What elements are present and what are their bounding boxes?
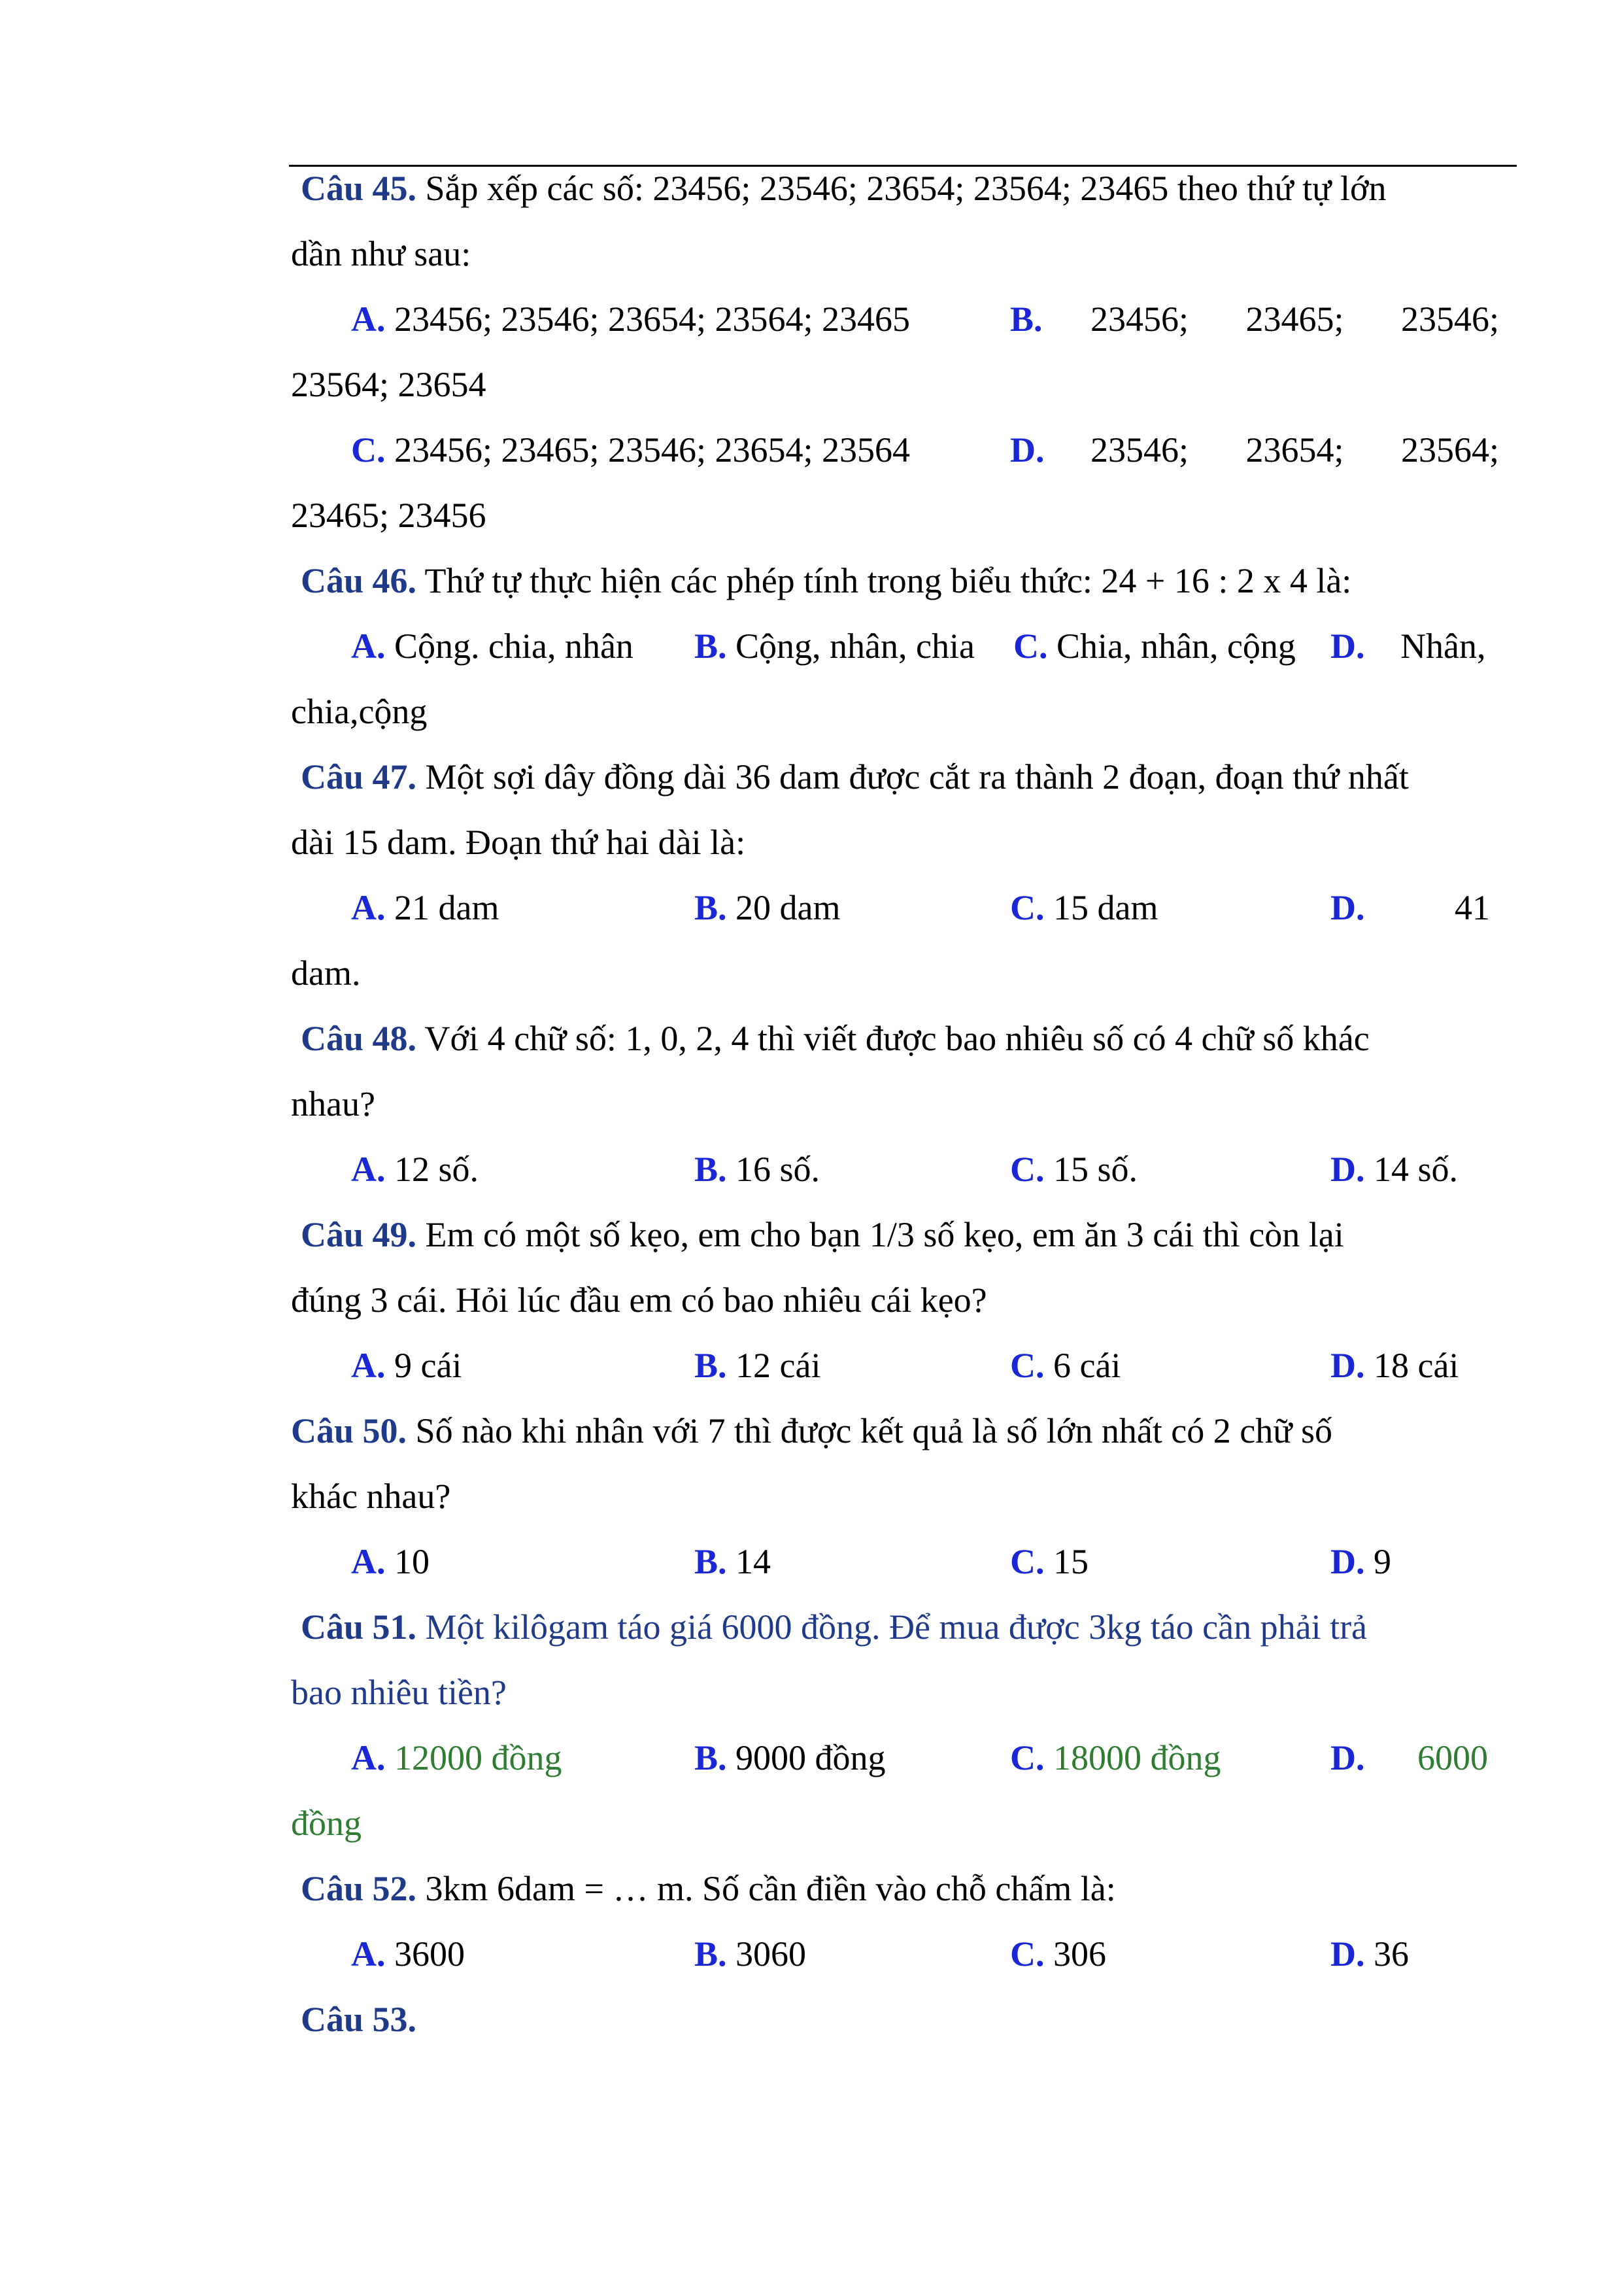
question-45-option-d-label <box>1010 430 1045 470</box>
question-48-text: Với 4 chữ số: 1, 0, 2, 4 thì viết được bao nhiêu số có 4 chữ số khác <box>416 1019 1370 1058</box>
question-47-option-d <box>1455 888 1490 927</box>
option-c-label: C. <box>1010 1542 1045 1581</box>
option-b-label: B. <box>1010 300 1043 339</box>
question-47-line-2 <box>291 823 1513 862</box>
question-49-option-b <box>694 1346 820 1385</box>
question-50-option-c <box>1010 1542 1089 1581</box>
question-45-label: Câu 45. <box>301 169 417 208</box>
question-47-text: Một sợi dây đồng dài 36 dam được cắt ra thành 2 đoạn, đoạn thứ nhất <box>416 757 1409 797</box>
question-50-option-d <box>1330 1542 1391 1581</box>
option-d-part: 23564; <box>1400 430 1499 470</box>
option-c-label: C. <box>1010 1934 1045 1974</box>
question-49-line-1 <box>301 1215 1523 1254</box>
question-45-line-1 <box>301 169 1523 208</box>
option-a-text: 12000 đồng <box>385 1738 562 1777</box>
question-50-line-2 <box>291 1477 1513 1516</box>
option-b-part: 23465; <box>1245 300 1344 339</box>
question-47-label: Câu 47. <box>301 757 417 797</box>
option-b-text: 16 số. <box>726 1150 820 1189</box>
option-b-label: B. <box>694 626 727 666</box>
option-b-part: 23456; <box>1090 300 1189 339</box>
question-53-label: Câu 53. <box>301 2000 417 2039</box>
question-52-label: Câu 52. <box>301 1869 417 1908</box>
option-a-label: A. <box>351 1542 386 1581</box>
question-48-text-cont: nhau? <box>291 1084 375 1123</box>
option-b-label: B. <box>694 1738 727 1777</box>
question-50-text: Số nào khi nhân với 7 thì được kết quả là số lớn nhất có 2 chữ số <box>407 1411 1333 1450</box>
question-45-option-b <box>1090 300 1499 339</box>
option-c-text: Chia, nhân, cộng <box>1047 626 1296 666</box>
option-d-label: D. <box>1330 1738 1365 1777</box>
question-51-label: Câu 51. <box>301 1607 417 1647</box>
question-49-option-c <box>1010 1346 1121 1385</box>
question-46-line-1 <box>301 561 1523 600</box>
question-52-option-a <box>351 1934 465 1974</box>
option-b-text: 12 cái <box>726 1346 821 1385</box>
question-50-label: Câu 50. <box>291 1411 407 1450</box>
question-49-text-cont: đúng 3 cái. Hỏi lúc đầu em có bao nhiêu cái kẹo? <box>291 1280 987 1320</box>
option-b-label: B. <box>694 1542 727 1581</box>
option-c-text: 6 cái <box>1044 1346 1121 1385</box>
question-51-text: Một kilôgam táo giá 6000 đồng. Để mua được 3kg táo cần phải trả <box>416 1607 1368 1647</box>
option-d-label: D. <box>1010 430 1045 470</box>
option-c-text: 23456; 23465; 23546; 23654; 23564 <box>385 430 911 470</box>
option-c-text: 18000 đồng <box>1044 1738 1221 1777</box>
option-a-label: A. <box>351 1150 386 1189</box>
question-46-option-d <box>1400 626 1485 666</box>
question-49-text: Em có một số kẹo, em cho bạn 1/3 số kẹo, em ăn 3 cái thì còn lại <box>416 1215 1344 1254</box>
question-45-option-d <box>1090 430 1499 470</box>
question-48-option-c <box>1010 1150 1138 1189</box>
question-48-option-b <box>694 1150 820 1189</box>
question-52-text: 3km 6dam = … m. Số cần điền vào chỗ chấm là: <box>416 1869 1116 1908</box>
question-45-option-a <box>351 300 910 339</box>
question-51-option-c <box>1010 1738 1221 1777</box>
option-d-label: D. <box>1330 1150 1365 1189</box>
question-48-line-2 <box>291 1084 1513 1123</box>
option-d-text: 36 <box>1364 1934 1409 1974</box>
option-c-label: C. <box>1010 1150 1045 1189</box>
question-47-option-b <box>694 888 841 927</box>
question-52-option-c <box>1010 1934 1106 1974</box>
option-d-text-cont: đồng <box>291 1804 362 1843</box>
question-46-option-c <box>1013 626 1296 666</box>
option-c-text: 15 <box>1044 1542 1089 1581</box>
question-46-option-b <box>694 626 975 666</box>
question-47-line-1 <box>301 757 1523 797</box>
option-a-label: A. <box>351 1738 386 1777</box>
option-d-label: D. <box>1330 1542 1365 1581</box>
option-c-label: C. <box>1013 626 1048 666</box>
option-b-label: B. <box>694 888 727 927</box>
option-a-text: 9 cái <box>385 1346 462 1385</box>
question-48-option-d <box>1330 1150 1458 1189</box>
option-d-text-cont: dam. <box>291 953 361 993</box>
option-a-label: A. <box>351 1934 386 1974</box>
option-c-label: C. <box>1010 1346 1045 1385</box>
question-45-line-2 <box>291 234 1513 273</box>
option-a-text: Cộng. chia, nhân <box>385 626 634 666</box>
option-c-label: C. <box>1010 888 1045 927</box>
question-52-line-1 <box>301 1869 1523 1908</box>
option-b-part: 23546; <box>1400 300 1499 339</box>
option-d-label: D. <box>1330 1346 1365 1385</box>
question-49-label: Câu 49. <box>301 1215 417 1254</box>
question-51-text-cont: bao nhiêu tiền? <box>291 1673 507 1712</box>
question-45-text: Sắp xếp các số: 23456; 23546; 23654; 23564; 23465 theo thứ tự lớn <box>416 169 1387 208</box>
question-51-option-d-cont <box>291 1804 1513 1843</box>
option-b-label: B. <box>694 1346 727 1385</box>
question-46-label: Câu 46. <box>301 561 417 600</box>
question-46-option-d-label <box>1330 626 1365 666</box>
question-51-option-d-label <box>1330 1738 1365 1777</box>
option-b-text: 20 dam <box>726 888 841 927</box>
option-b-text: 9000 đồng <box>726 1738 886 1777</box>
question-49-option-d <box>1330 1346 1459 1385</box>
question-50-text-cont: khác nhau? <box>291 1477 451 1516</box>
option-c-text: 15 số. <box>1044 1150 1138 1189</box>
question-45-option-d-cont <box>291 496 1513 535</box>
question-51-option-d <box>1417 1738 1488 1777</box>
option-d-text: Nhân, <box>1400 626 1486 666</box>
option-b-text: 3060 <box>726 1934 807 1974</box>
question-47-option-d-label <box>1330 888 1365 927</box>
question-52-option-d <box>1330 1934 1409 1974</box>
header-rule <box>289 165 1517 167</box>
option-c-label: C. <box>351 430 386 470</box>
option-a-text: 10 <box>385 1542 430 1581</box>
option-a-label: A. <box>351 888 386 927</box>
question-47-option-c <box>1010 888 1158 927</box>
question-51-option-a <box>351 1738 562 1777</box>
option-d-text: 14 số. <box>1364 1150 1459 1189</box>
option-d-part: 23546; <box>1090 430 1189 470</box>
option-a-label: A. <box>351 300 386 339</box>
question-45-text-cont: dần như sau: <box>291 234 471 273</box>
option-d-part: 23654; <box>1245 430 1344 470</box>
question-47-text-cont: dài 15 dam. Đoạn thứ hai dài là: <box>291 823 746 862</box>
question-51-line-1 <box>301 1607 1523 1647</box>
option-b-label: B. <box>694 1934 727 1974</box>
question-48-label: Câu 48. <box>301 1019 417 1058</box>
option-c-label: C. <box>1010 1738 1045 1777</box>
question-52-option-b <box>694 1934 806 1974</box>
option-a-text: 12 số. <box>385 1150 479 1189</box>
question-48-option-a <box>351 1150 479 1189</box>
option-a-text: 3600 <box>385 1934 465 1974</box>
question-45-option-b-label <box>1010 300 1043 339</box>
option-b-text: Cộng, nhân, chia <box>726 626 975 666</box>
option-a-text: 21 dam <box>385 888 499 927</box>
question-47-option-d-cont <box>291 953 1513 993</box>
question-51-option-b <box>694 1738 886 1777</box>
question-46-option-a <box>351 626 634 666</box>
option-c-text: 306 <box>1044 1934 1106 1974</box>
question-50-option-a <box>351 1542 430 1581</box>
option-a-label: A. <box>351 1346 386 1385</box>
option-d-text-cont: chia,cộng <box>291 692 428 731</box>
question-45-option-c <box>351 430 910 470</box>
option-b-text-cont: 23564; 23654 <box>291 365 486 404</box>
question-50-line-1 <box>291 1411 1513 1450</box>
question-47-option-a <box>351 888 499 927</box>
question-53-line-1 <box>301 2000 1523 2039</box>
question-49-line-2 <box>291 1280 1513 1320</box>
option-d-text-cont: 23465; 23456 <box>291 496 486 535</box>
option-a-label: A. <box>351 626 386 666</box>
question-51-line-2 <box>291 1673 1513 1712</box>
question-45-option-b-cont <box>291 365 1513 404</box>
option-a-text: 23456; 23546; 23654; 23564; 23465 <box>385 300 911 339</box>
option-d-label: D. <box>1330 1934 1365 1974</box>
option-c-text: 15 dam <box>1044 888 1158 927</box>
question-49-option-a <box>351 1346 462 1385</box>
option-d-text: 9 <box>1364 1542 1391 1581</box>
option-d-label: D. <box>1330 888 1365 927</box>
question-46-option-d-cont <box>291 692 1513 731</box>
question-48-line-1 <box>301 1019 1523 1058</box>
option-d-label: D. <box>1330 626 1365 666</box>
option-b-text: 14 <box>726 1542 771 1581</box>
question-46-text: Thứ tự thực hiện các phép tính trong biểu thức: 24 + 16 : 2 x 4 là: <box>416 561 1352 600</box>
option-d-text: 6000 <box>1417 1738 1488 1777</box>
option-d-text: 18 cái <box>1364 1346 1459 1385</box>
option-b-label: B. <box>694 1150 727 1189</box>
option-d-text: 41 <box>1455 888 1490 927</box>
question-50-option-b <box>694 1542 771 1581</box>
